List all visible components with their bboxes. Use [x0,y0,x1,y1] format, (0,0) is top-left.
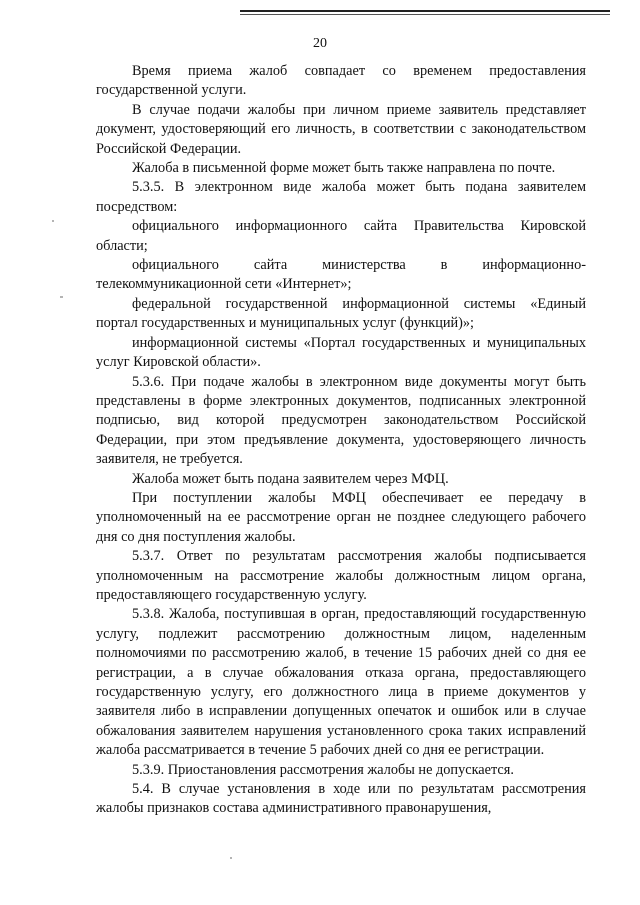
paragraph: 5.3.6. При подаче жалобы в электронном виде документы могут быть представлены в форме электронных документов, подписанных электронной подписью, вид которой предусмотрен законодательством Российской Федерации, при этом предъявление документа, удостоверяющего личность заявителя, не требуется. [96,373,586,468]
paragraph: 5.3.9. Приостановления рассмотрения жалобы не допускается. [132,761,514,778]
paragraph: 5.4. В случае установления в ходе или по результатам рассмотрения жалобы признаков состава административного правонарушения, [96,781,586,817]
paragraph: При поступлении жалобы МФЦ обеспечивает ее передачу в уполномоченный на ее рассмотрение орган не позднее следующего рабочего дня со дня поступления жалобы. [96,489,586,545]
paragraph: Время приема жалоб совпадает со временем предоставления государственной услуги. [96,63,586,99]
paragraph: Жалоба может быть подана заявителем через МФЦ. [132,470,449,487]
scan-mark [52,220,54,222]
header-rule [240,10,610,12]
document-body [96,62,586,819]
paragraph: официального информационного сайта Правительства Кировской области; [96,218,586,254]
paragraph: официального сайта министерства в информационно-телекоммуникационной сети «Интернет»; [96,257,586,293]
paragraph: 5.3.8. Жалоба, поступившая в орган, предоставляющий государственную услугу, подлежит рассмотрению должностным лицом, наделенным полномочиями по рассмотрению жалоб, в течение 15 рабочих дней со дня ее регистрации, а в случае обжалования отказа органа, предоставляющего государственную услугу, его должностного лица в приеме документов у заявителя либо в исправлении допущенных опечаток и ошибок или в случае обжалования заявителем нарушения установленного срока таких исправлений жалоба рассматривается в течение 5 рабочих дней со дня ее регистрации. [96,606,586,759]
page-number: 20 [313,36,327,51]
paragraph: 5.3.5. В электронном виде жалоба может быть подана заявителем посредством: [96,179,586,215]
scan-mark [60,296,63,298]
paragraph: В случае подачи жалобы при личном приеме заявитель представляет документ, удостоверяющий его личность, в соответствии с законодательством Российской Федерации. [96,101,586,157]
paragraph: Жалоба в письменной форме может быть также направлена по почте. [132,160,556,177]
scan-mark [230,857,232,859]
paragraph: федеральной государственной информационной системы «Единый портал государственных и муниципальных услуг (функций)»; [96,295,586,332]
paragraph: 5.3.7. Ответ по результатам рассмотрения жалобы подписывается уполномоченным на рассмотрение жалобы должностным лицом органа, предоставляющего государственную услугу. [96,548,586,603]
paragraph: информационной системы «Портал государственных и муниципальных услуг Кировской области». [96,334,586,371]
